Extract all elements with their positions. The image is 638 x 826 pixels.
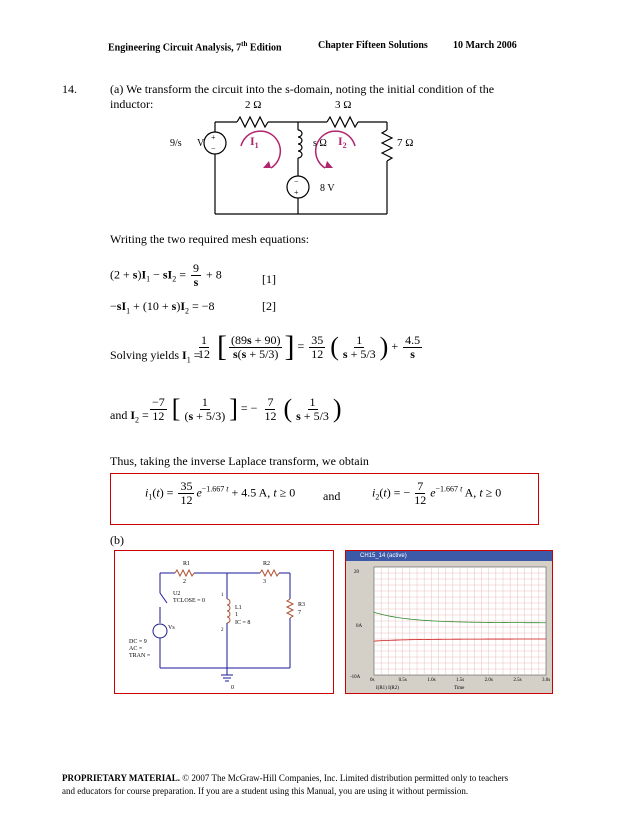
mesh1-letter: I [250, 134, 255, 148]
plot-legend: I(R1) I(R2) [376, 686, 399, 691]
and-text: and [110, 408, 128, 422]
r2-name: R2 [263, 561, 271, 567]
y-label-top: 20 [354, 570, 359, 575]
x-tick-label: 0s [370, 678, 375, 683]
r3-label: 7 Ω [397, 137, 414, 149]
i1-solution: $\frac{1}{12}$ [ $\frac{(89s + 90)}{s(s + 5/3)}$ ] = $\frac{35}{12}$ ( $\frac{1}{s + 5/3}$ ) + $\frac{4.5}{s}$ [198, 330, 421, 363]
dep-source-label: 8 V [320, 183, 335, 194]
i2-solution: $\frac{-7}{12}$ [ $\frac{1}{(s + 5/3)}$ ] = − $\frac{7}{12}$ ( $\frac{1}{s + 5/3}$ ) [152, 394, 342, 423]
x-tick-label: 2.0s [484, 678, 493, 683]
part-b-label: (b) [110, 533, 124, 547]
x-tick-label: 1.0s [427, 678, 436, 683]
book-title-suffix: Edition [247, 42, 282, 54]
source-value: 9/s [170, 138, 182, 149]
result-and: and [323, 489, 341, 503]
x-tick-label: 3.0s [542, 678, 551, 683]
ground-label: 0 [231, 685, 234, 691]
probe-plot [346, 561, 552, 693]
mesh-equation-1: $(2 + s)I_1 - sI_2$ = $\frac{9}{s}$ + 8 [110, 261, 222, 289]
r2-value: 3 [263, 579, 266, 585]
probe-title-bar [346, 551, 552, 561]
dep-plus: + [294, 188, 299, 197]
dep-minus: − [294, 177, 299, 186]
footer-line2: and educators for course preparation. If you are a student using this Manual, you are using it without permission. [62, 786, 469, 796]
mesh-intro: Writing the two required mesh equations: [110, 232, 310, 246]
x-tick-label: 1.5s [456, 678, 465, 683]
vs-tran: TRAN = [129, 653, 151, 659]
source-minus: − [211, 144, 216, 153]
mesh1-label [250, 134, 259, 150]
vs-ac: AC = [129, 646, 143, 652]
i1-time-domain: $i_1(t)$ = $\frac{35}{12}$ $e^{-1.667 t} + 4.5$ A, t ≥ 0 [145, 479, 296, 507]
inductor-name: L1 [235, 605, 242, 611]
footer-bold: PROPRIETARY MATERIAL. [62, 773, 181, 783]
intro-line-1: (a) We transform the circuit into the s-domain, noting the initial condition of the [110, 82, 495, 96]
pspice-schematic [115, 551, 333, 693]
mesh1-sub: 1 [254, 141, 259, 150]
header-chapter: Chapter Fifteen Solutions [318, 40, 428, 51]
probe-window [345, 550, 553, 694]
eq1-tag: [1] [262, 272, 276, 286]
y-label-mid: 0A [356, 624, 363, 629]
intro-line-2: inductor: [110, 97, 154, 111]
switch-name: U2 [173, 591, 181, 597]
footer-notice [62, 772, 602, 798]
solving-text: Solving yields [110, 348, 180, 362]
switch-tclose: TCLOSE = 0 [173, 598, 206, 604]
header-date: 10 March 2006 [453, 40, 517, 51]
problem-number: 14. [62, 82, 77, 96]
r2-label: 3 Ω [335, 99, 352, 111]
y-label-bot: -10A [350, 675, 361, 680]
x-tick-label: 0.5s [398, 678, 407, 683]
inductor-pin1: 1 [221, 593, 224, 598]
inductor-pin2: 2 [221, 628, 224, 633]
eq2-tag: [2] [262, 299, 276, 313]
footer-line1: © 2007 The McGraw-Hill Companies, Inc. Limited distribution permitted only to teachers [180, 773, 509, 783]
source-plus: + [211, 133, 216, 142]
r3-value: 7 [298, 610, 301, 616]
r1-label: 2 Ω [245, 99, 262, 111]
and-i2-label: and $I_2$ = [110, 408, 149, 425]
inverse-laplace-text: Thus, taking the inverse Laplace transform, we obtain [110, 454, 369, 468]
i2-time-domain: $i_2(t)$ = − $\frac{7}{12}$ $e^{-1.667 t}$ A, t ≥ 0 [372, 479, 502, 507]
x-axis-label: Time [454, 686, 465, 691]
pspice-schematic-frame [114, 550, 334, 694]
x-tick-label: 2.5s [513, 678, 522, 683]
mesh2-sub: 2 [342, 141, 347, 150]
source-unit: V [197, 138, 205, 149]
solving-label: Solving yields $I_1$ = [110, 348, 201, 365]
header-book-title [108, 40, 282, 53]
r1-value: 2 [183, 579, 186, 585]
mesh2-letter: I [338, 134, 343, 148]
mesh-equation-2: $-sI_1 + (10 + s)I_2 = -8$ [110, 299, 215, 316]
vs-name: Vs [168, 625, 175, 631]
inductor-label: s Ω [313, 138, 327, 149]
mesh2-label [338, 134, 347, 150]
inductor-ic: IC = 8 [235, 620, 251, 626]
book-title-text: Engineering Circuit Analysis, 7 [108, 42, 242, 54]
probe-title: CH15_14 (active) [360, 553, 407, 559]
inductor-value: 1 [235, 612, 238, 618]
book-title-sup: th [241, 40, 248, 48]
s-domain-circuit [165, 88, 435, 218]
r3-name: R3 [298, 602, 306, 608]
r1-name: R1 [183, 561, 191, 567]
vs-dc: DC = 9 [129, 639, 147, 645]
